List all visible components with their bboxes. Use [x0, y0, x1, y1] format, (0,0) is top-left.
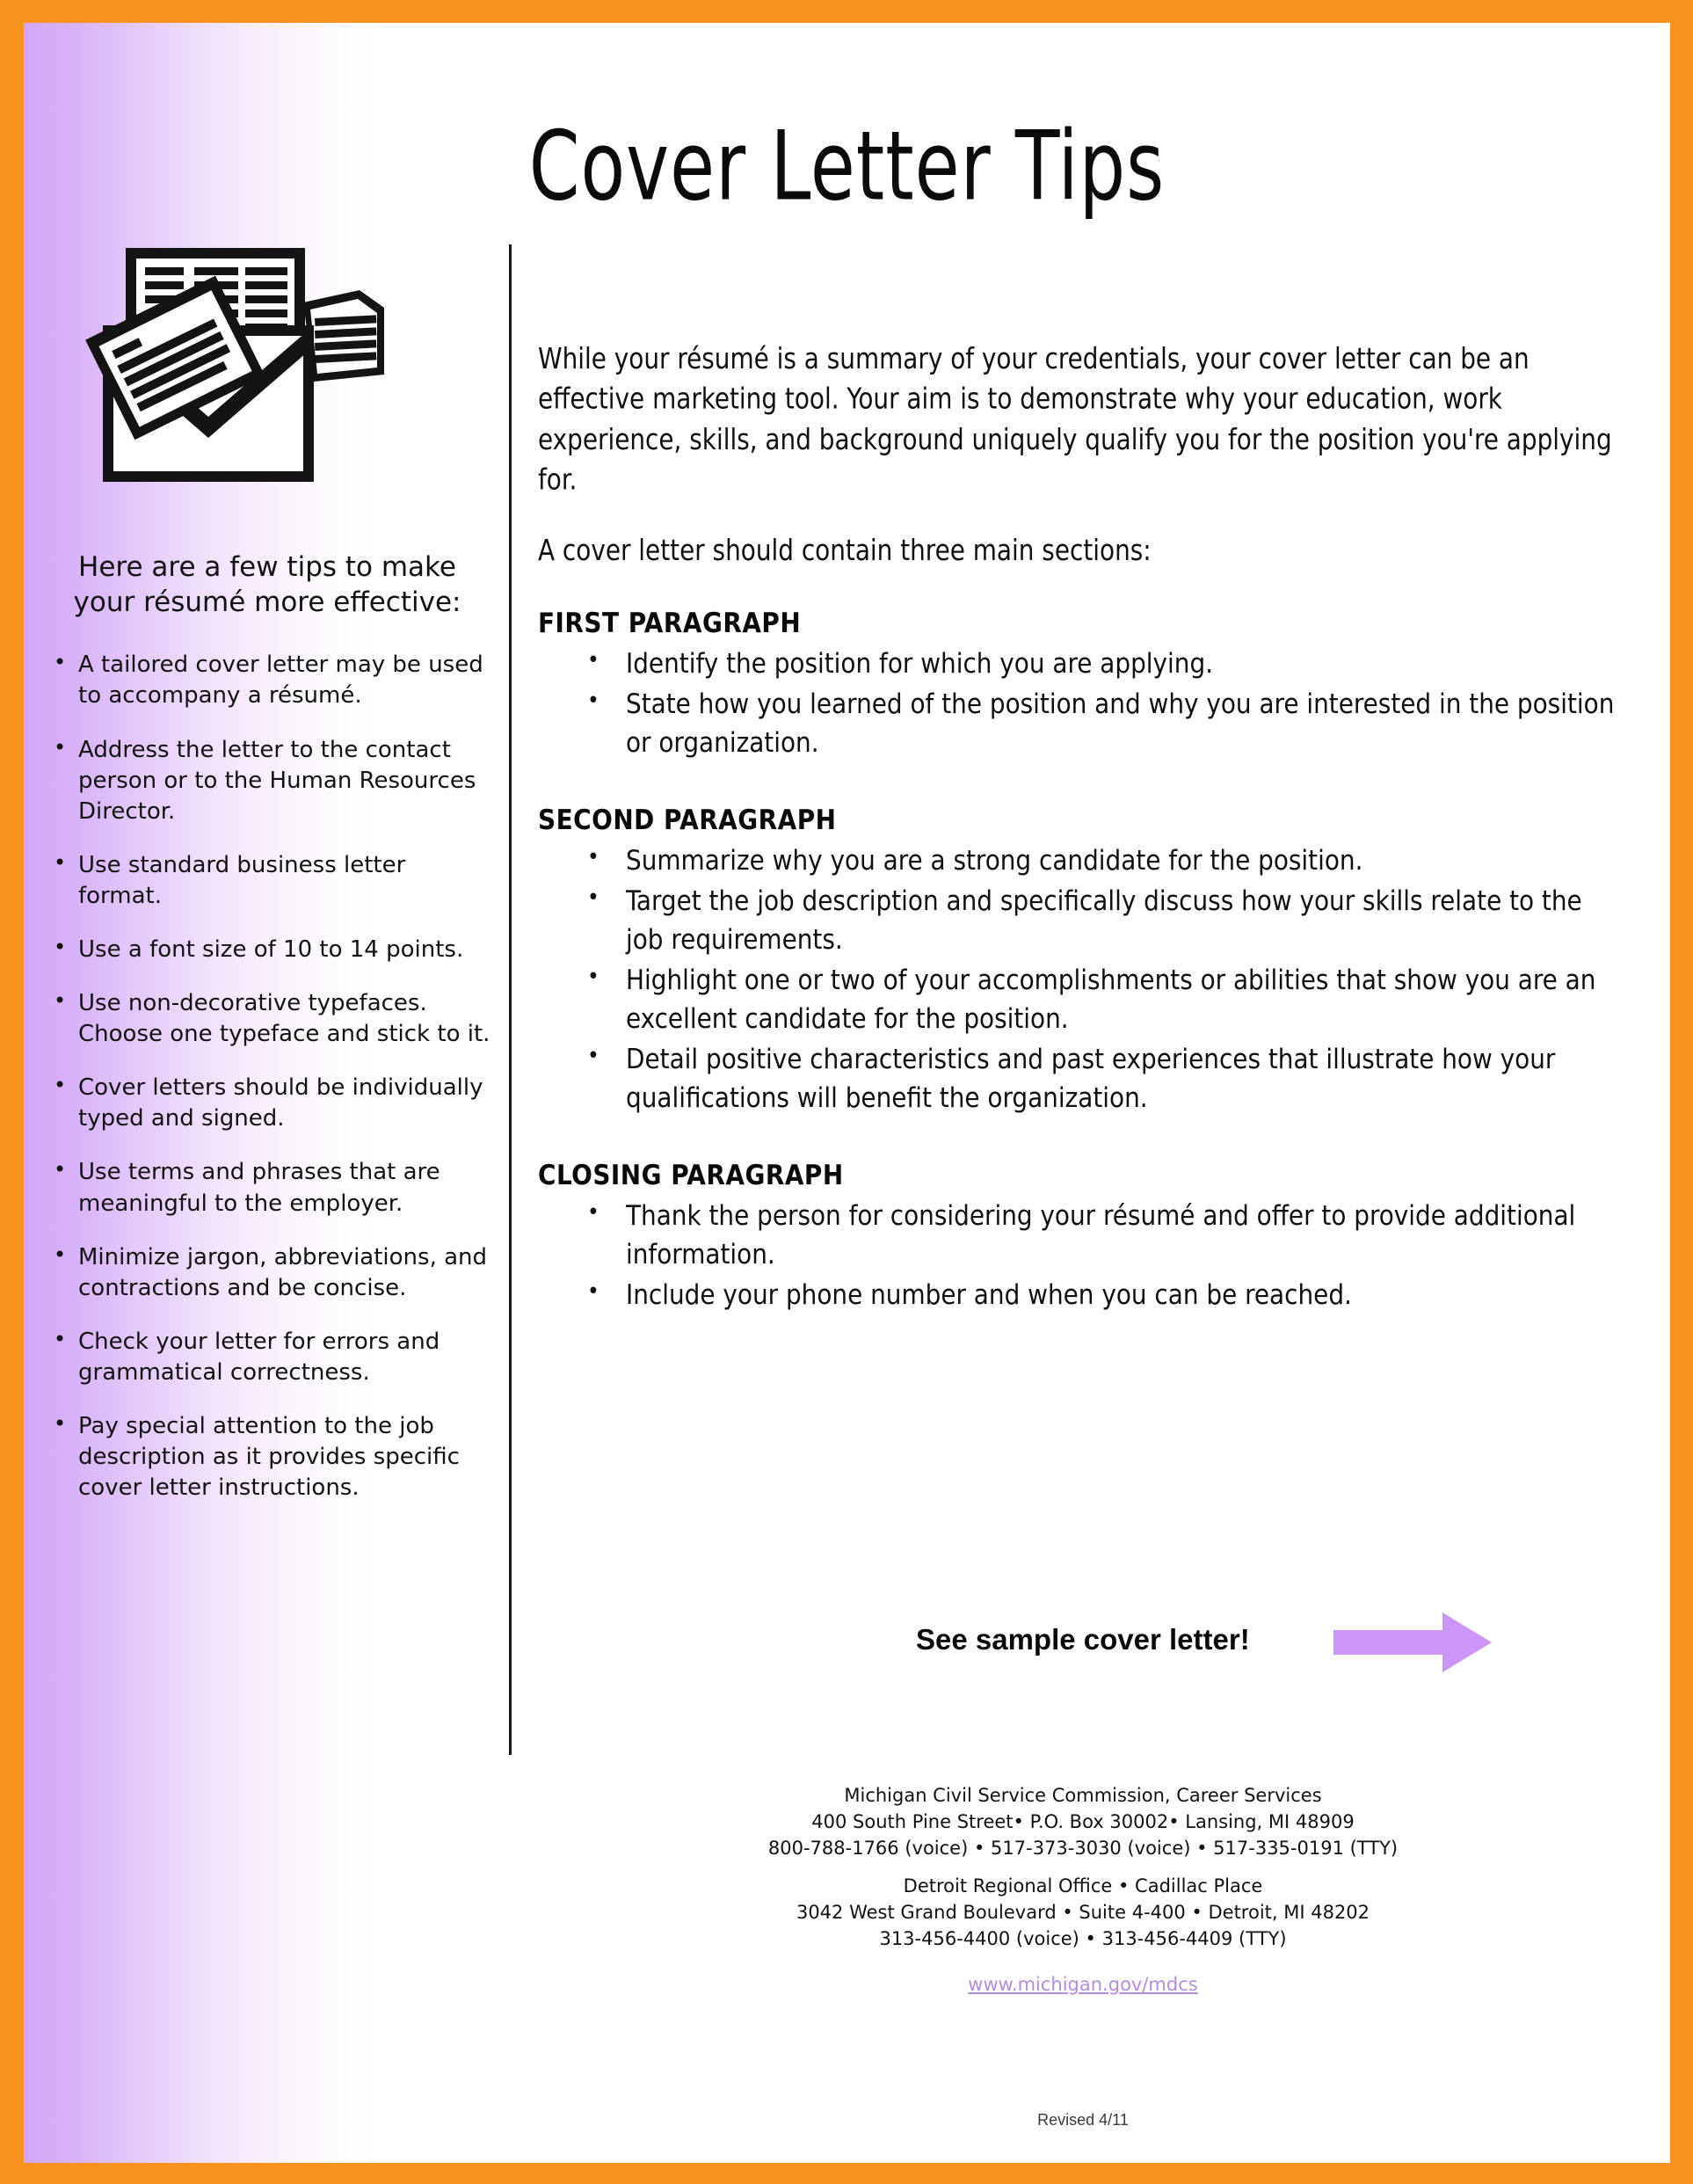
- list-item: • Minimize jargon, abbreviations, and contractions and be concise.: [43, 1242, 491, 1304]
- list-item: • Cover letters should be individually typed and signed.: [43, 1073, 491, 1134]
- see-sample-cover-letter-label: See sample cover letter!: [916, 1623, 1250, 1656]
- right-arrow-icon: [1333, 1611, 1492, 1674]
- list-item: • Address the letter to the contact person or to the Human Resources Director.: [43, 735, 491, 827]
- tips-sidebar-heading: Here are a few tips to make your résumé more effective:: [73, 551, 461, 618]
- tips-list: [43, 650, 491, 1503]
- intro-paragraph: While your résumé is a summary of your credentials, your cover letter can be an effective marketing tool. Your aim is to demonstrate why your education, work experience, skills, and background uniquely qualify you for the position you're applying for.: [538, 342, 1612, 498]
- list-item: • Thank the person for considering your résumé and offer to provide additional information.: [538, 1197, 1619, 1274]
- section-list: [538, 644, 1619, 762]
- section-list: [538, 1197, 1619, 1314]
- page-border-bottom: [0, 2163, 1693, 2184]
- list-item: • Check your letter for errors and grammatical correctness.: [43, 1327, 491, 1388]
- list-item: • Use a font size of 10 to 14 points.: [43, 935, 491, 965]
- envelope-with-documents-icon: [50, 234, 384, 506]
- section-closing-paragraph: [538, 1160, 1619, 1314]
- column-divider: [509, 244, 512, 1755]
- section-heading: FIRST PARAGRAPH: [538, 607, 802, 639]
- list-item: • Identify the position for which you are applying.: [538, 644, 1619, 683]
- page-title: Cover Letter Tips: [528, 111, 1166, 222]
- footer-line: 3042 West Grand Boulevard • Suite 4-400 • Detroit, MI 48202: [796, 1902, 1370, 1924]
- page-border-top: [0, 0, 1693, 23]
- list-item: • Detail positive characteristics and past experiences that illustrate how your qualifications will benefit the organization.: [538, 1040, 1619, 1117]
- section-list: [538, 841, 1619, 1117]
- list-item: • A tailored cover letter may be used to accompany a résumé.: [43, 650, 491, 711]
- section-second-paragraph: [538, 804, 1619, 1117]
- page-border-left: [0, 0, 24, 2184]
- footer-detroit-office: [538, 1874, 1628, 1952]
- list-item: • Highlight one or two of your accomplishments or abilities that show you are an excellent candidate for the position.: [538, 961, 1619, 1038]
- list-item: • Target the job description and specifically discuss how your skills relate to the job requirements.: [538, 882, 1619, 959]
- website-link[interactable]: www.michigan.gov/mdcs: [968, 1973, 1198, 1995]
- revised-date: Revised 4/11: [1037, 2111, 1129, 2129]
- page-sheet: [24, 23, 1670, 2163]
- footer: [538, 1783, 1628, 1995]
- tips-sidebar: [43, 550, 491, 1526]
- section-heading: CLOSING PARAGRAPH: [538, 1160, 844, 1192]
- footer-line: 400 South Pine Street• P.O. Box 30002• Lansing, MI 48909: [811, 1810, 1355, 1832]
- list-item: • Use terms and phrases that are meaningful to the employer.: [43, 1157, 491, 1219]
- section-heading: SECOND PARAGRAPH: [538, 804, 837, 836]
- footer-line: Michigan Civil Service Commission, Career Services: [844, 1785, 1322, 1806]
- footer-line: 313-456-4400 (voice) • 313-456-4409 (TTY): [879, 1928, 1287, 1950]
- list-item: • Use non-decorative typefaces. Choose one typeface and stick to it.: [43, 988, 491, 1050]
- list-item: • State how you learned of the position and why you are interested in the position or organization.: [538, 685, 1619, 762]
- list-item: • Use standard business letter format.: [43, 850, 491, 912]
- section-first-paragraph: [538, 608, 1619, 762]
- list-item: • Summarize why you are a strong candidate for the position.: [538, 841, 1619, 880]
- main-content: [538, 339, 1619, 1357]
- footer-line: Detroit Regional Office • Cadillac Place: [903, 1875, 1263, 1897]
- footer-lansing-office: [538, 1783, 1628, 1861]
- page-border-right: [1670, 0, 1693, 2184]
- list-item: • Pay special attention to the job description as it provides specific cover letter instructions.: [43, 1411, 491, 1503]
- footer-line: 800-788-1766 (voice) • 517-373-3030 (voice) • 517-335-0191 (TTY): [767, 1837, 1399, 1859]
- list-item: • Include your phone number and when you can be reached.: [538, 1276, 1619, 1314]
- see-sample-cover-letter-row: [538, 1611, 1628, 1681]
- lead-in-paragraph: A cover letter should contain three main sections:: [538, 533, 1152, 567]
